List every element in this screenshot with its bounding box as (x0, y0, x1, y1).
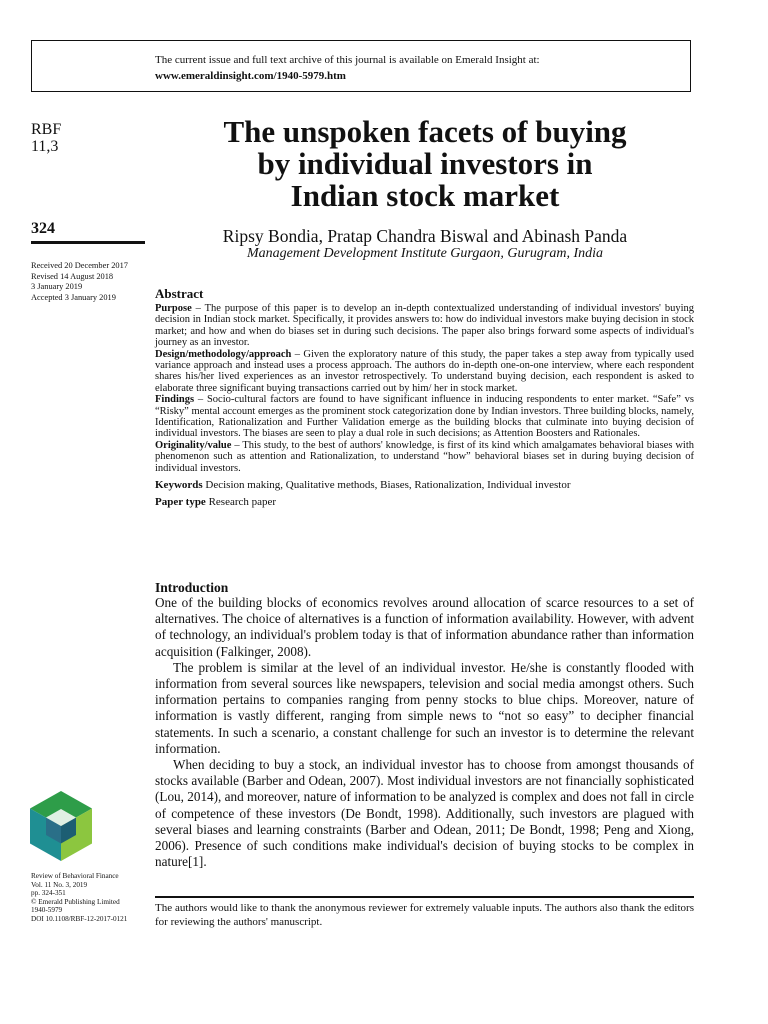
article-title (155, 116, 695, 212)
title-line: Indian stock market (290, 178, 560, 213)
section-text: – Socio-cultural factors are found to have significant influence in inducing respondents to enter market. “Safe” vs “Risky” mental account emerges as the prominent stock categorization done by Indian investors. Three building blocks, namely, Identification, Rationalization and Further Validation emerge as the building blocks that culminate into buying decision of individual investors. The biases are seen to play a dual role in such decisions; as Attention Boosters and Rationales. (155, 394, 694, 440)
title-line: by individual investors in (257, 146, 593, 181)
footnote-divider (155, 896, 694, 898)
section-label: Design/methodology/approach (155, 348, 292, 360)
date-line: Accepted 3 January 2019 (31, 292, 116, 302)
citation-line: Review of Behavioral Finance (31, 872, 119, 880)
journal-access-banner (31, 40, 691, 92)
page-number: 324 (31, 220, 55, 237)
date-line: Revised 14 August 2018 (31, 271, 114, 281)
acknowledgement-footnote: The authors would like to thank the anonymous reviewer for extremely valuable inputs. The authors also thank the editors for reviewing the authors' manuscript. (155, 902, 694, 928)
journal-abbr: RBF (31, 121, 62, 138)
journal-url-link[interactable]: www.emeraldinsight.com/1940-5979.htm (155, 70, 346, 82)
banner-text: The current issue and full text archive of this journal is available on Emerald Insight at: (155, 54, 540, 66)
abstract-purpose (155, 303, 694, 349)
paper-type (155, 496, 694, 509)
section-label: Purpose (155, 303, 192, 314)
paper-type-text: Research paper (205, 496, 277, 509)
journal-code (31, 121, 61, 155)
keywords-text: Decision making, Qualitative methods, Biases, Rationalization, Individual investor (202, 479, 571, 492)
paper-type-label: Paper type (155, 496, 206, 509)
volume-issue: 11,3 (31, 138, 59, 155)
citation-line: pp. 324-351 (31, 889, 66, 898)
keywords-label: Keywords (155, 479, 203, 492)
citation-line: © Emerald Publishing Limited (31, 897, 120, 906)
abstract-heading: Abstract (155, 286, 204, 301)
abstract-design (155, 349, 694, 395)
title-line: The unspoken facets of buying (223, 114, 627, 149)
divider (31, 241, 145, 244)
section-label: Originality/value (155, 439, 232, 451)
journal-citation (31, 872, 127, 924)
abstract-originality (155, 440, 694, 474)
authors: Ripsy Bondia, Pratap Chandra Biswal and Abinash Panda (222, 226, 628, 246)
doi-line: DOI 10.1108/RBF-12-2017-0121 (31, 914, 128, 923)
date-line: Received 20 December 2017 (31, 261, 128, 270)
paragraph: One of the building blocks of economics revolves around allocation of scarce resources to a set of alternatives. The choice of alternatives is a function of information availability. However, with advent of technology, an individual's problem today is that of information abundance rather than information acquisition (Falkinger, 2008). (155, 595, 694, 659)
abstract-findings (155, 394, 694, 440)
paragraph: When deciding to buy a stock, an individual investor has to choose from amongst thousands of stocks available (Barber and Odean, 2007). Most individual investors are not financially sophisticated (Lou, 2014), and moreover, nature of information to be analyzed is complex and does not fall in circle of competence of these investors (De Bondt, 1998). Additionally, such investors are plagued with several biases and learning constraints (Barber and Odean, 2011; De Bondt, 1998; Peng and Xiong, 2006). Presence of such conditions make individual's decision of buying stocks to be complex in nature[1]. (155, 757, 694, 870)
emerald-logo-icon (30, 791, 92, 861)
section-text: – This study, to the best of authors' knowledge, is first of its kind which amalgamates behavioral biases with phenomenon such as attention and Rationalization, to understand “how” behavioral biases set in during buying decision of individual investors. (155, 439, 694, 474)
introduction-section (155, 580, 694, 870)
section-text: – The purpose of this paper is to develop an in-depth contextualized understanding of individual investors' buying decision in Indian stock market. Specifically, it provides answers to: how do individual investors make buying decision in stock market; and how and when do biases set in during such decisions. The paper also brings forward some aspects of individual's journey as an investor. (155, 303, 694, 349)
affiliation: Management Development Institute Gurgaon, Gurugram, India (246, 246, 604, 261)
section-label: Findings (155, 394, 195, 406)
section-text: – Given the exploratory nature of this study, the paper takes a step away from typically used variance approach and instead uses a process approach. The authors do in-depth one-on-one interview, where each respondent shares his/her lived experiences as an investor retrospectively. To understand buying decision, each respondent is asked to elaborate three significant buying transactions carried out by him/ her in stock market. (155, 348, 694, 394)
received-dates (31, 261, 128, 303)
keywords (155, 479, 694, 492)
paragraph: The problem is similar at the level of an individual investor. He/she is constantly flooded with information from several sources like newspapers, television and social media amongst others. Such information pertains to companies ranging from penny stocks to blue chips. Moreover, nature of information is vastly different, ranging from simple news to “not so easy” to decipher financial statements. In such a scenario, a constant challenge for such an investor is to determine the relevant information. (155, 659, 694, 756)
date-line: 3 January 2019 (31, 282, 83, 292)
abstract (155, 286, 694, 509)
citation-line: Vol. 11 No. 3, 2019 (31, 880, 88, 889)
introduction-heading: Introduction (155, 580, 229, 595)
citation-line: 1940-5979 (31, 906, 63, 915)
